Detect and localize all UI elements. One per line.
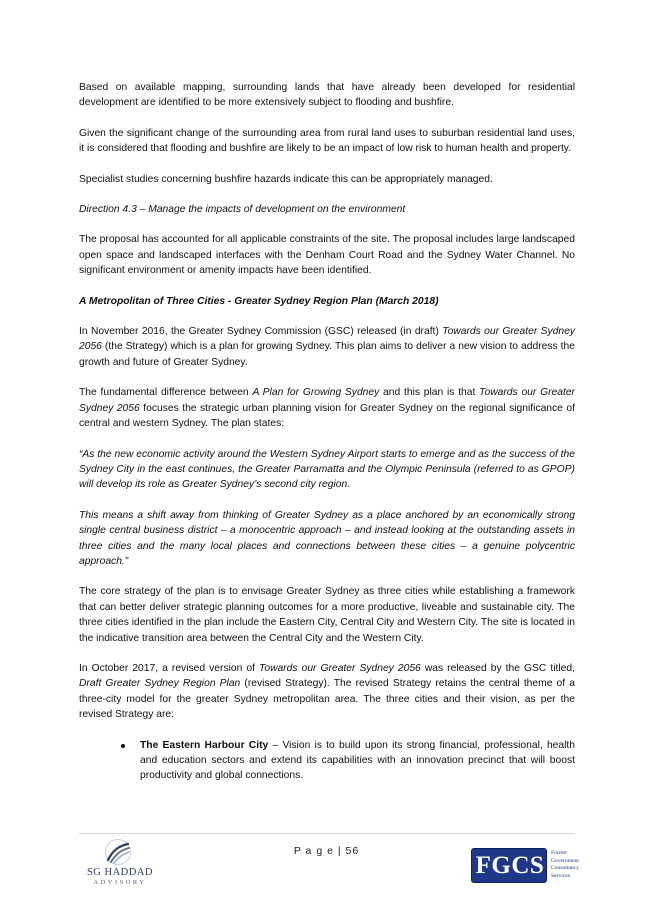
bullet-title: The Eastern Harbour City bbox=[140, 739, 269, 751]
quote-polycentric-approach: This means a shift away from thinking of Greater Sydney as a place anchored by an economically strong single central business district – a monocentric approach – and instead looking at the outstanding assets in three cities and the many local places and connections between these cities – a genuine polycentric approach.” bbox=[79, 509, 575, 567]
sg-haddad-logo bbox=[80, 838, 160, 890]
text-run: In November 2016, the Greater Sydney Commission (GSC) released (in draft) bbox=[79, 326, 443, 338]
paragraph-core-strategy: The core strategy of the plan is to envisage Greater Sydney as three cities while establishing a framework that can better deliver strategic planning outcomes for a more productive, liveable and sustainable city. The three cities identified in the plan include the Eastern City, Central City and Western City. The site is located in the indicative transition area between the Central City and the Western City. bbox=[79, 586, 575, 644]
fgcs-badge bbox=[471, 848, 547, 883]
italic-run: Towards our Greater Sydney 2056 bbox=[79, 326, 575, 353]
text-run: was released by the GSC titled, bbox=[420, 662, 575, 674]
bullet-text: – Vision is to build upon its strong financial, professional, health and education sectors and extend its capabilities with an innovation precinct that will boost productivity and global connections. bbox=[140, 739, 575, 782]
direction-4-3-heading: Direction 4.3 – Manage the impacts of development on the environment bbox=[79, 204, 406, 216]
text-run: focuses the strategic urban planning vision for Greater Sydney on the regional significance of central and western Sydney. The plan states: bbox=[79, 402, 575, 430]
fgcs-line: Forrest bbox=[551, 850, 567, 856]
italic-run: Towards our Greater Sydney 2056 bbox=[79, 387, 575, 414]
text-run: (the Strategy) which is a plan for growing Sydney. This plan aims to deliver a new vision to address the growth and future of Greater Sydney. bbox=[79, 341, 575, 368]
text-run: (revised Strategy). The revised Strategy retains the central theme of a three-city model for the greater Sydney metropolitan area. The three cities and their vision, as per the revised Strategy are: bbox=[79, 678, 575, 721]
paragraph-fundamental-difference bbox=[79, 385, 575, 431]
paragraph-land-use-change: Given the significant change of the surrounding area from rural land uses to suburban residential land uses, it is considered that flooding and bushfire are likely to be an impact of low risk to human health and property. bbox=[79, 127, 575, 155]
sg-haddad-swoosh-icon bbox=[104, 838, 132, 866]
paragraph-flood-mapping: Based on available mapping, surrounding lands that have already been developed for residential development are identified to be more extensively subject to flooding and bushfire. bbox=[79, 82, 575, 109]
fgcs-line: Consultancy bbox=[551, 865, 579, 872]
italic-run: A Plan for Growing Sydney bbox=[252, 387, 380, 399]
fgcs-full-name bbox=[551, 850, 591, 880]
paragraph-site-constraints: The proposal has accounted for all applicable constraints of the site. The proposal includes large landscaped open space and landscaped interfaces with the Denham Court Road and the Sydney Water Channel. No significant environment or amenity impacts have been identified. bbox=[79, 234, 575, 277]
text-run: The fundamental difference between bbox=[79, 387, 253, 399]
footer-divider bbox=[79, 833, 575, 834]
sg-haddad-wordmark: SG HADDAD bbox=[86, 867, 154, 878]
section-heading-three-cities: A Metropolitan of Three Cities - Greater Sydney Region Plan (March 2018) bbox=[79, 295, 439, 307]
paragraph-gsc-release bbox=[79, 324, 575, 370]
italic-run: Draft Greater Sydney Region Plan bbox=[79, 678, 241, 690]
italic-run: Towards our Greater Sydney 2056 bbox=[259, 662, 421, 674]
fgcs-abbrev: FGCS bbox=[475, 852, 545, 879]
paragraph-revised-strategy bbox=[79, 661, 575, 723]
paragraph-bushfire-studies: Specialist studies concerning bushfire hazards indicate this can be appropriately managed. bbox=[79, 173, 493, 185]
text-run: and this plan is that bbox=[379, 387, 480, 399]
fgcs-logo bbox=[471, 848, 589, 884]
document-body bbox=[79, 80, 575, 784]
sg-haddad-tagline: ADVISORY bbox=[93, 879, 147, 886]
three-cities-list bbox=[79, 738, 575, 784]
text-run: In October 2017, a revised version of bbox=[79, 662, 260, 674]
quote-western-sydney-airport: “As the new economic activity around the Western Sydney Airport starts to emerge and as the success of the Sydney City in the east continues, the Greater Parramatta and the Olympic Peninsula (referred to as GPOP) will develop its role as Greater Sydney’s second city region. bbox=[79, 448, 575, 491]
list-item bbox=[119, 738, 575, 784]
page-number: P a g e | 56 bbox=[293, 845, 360, 857]
fgcs-line: Government bbox=[551, 857, 579, 864]
fgcs-line: Services bbox=[551, 872, 570, 879]
